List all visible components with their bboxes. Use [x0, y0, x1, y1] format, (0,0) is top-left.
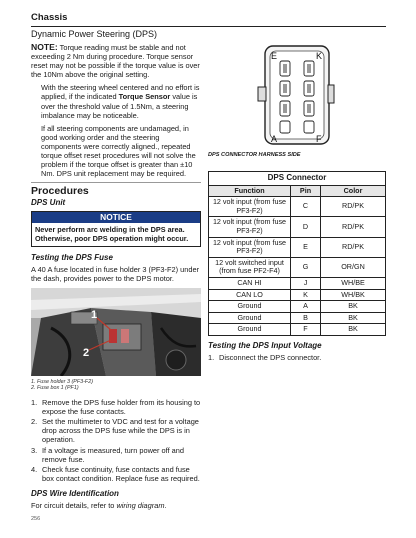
- cell-pin: F: [291, 324, 321, 336]
- table-row: [209, 277, 386, 289]
- step-text: Remove the DPS fuse holder from its housing to expose the fuse contacts.: [42, 398, 201, 417]
- offset-paragraph: If all steering components are undamaged, in good working order and the steering components were correctly aligned., repeated torque offset reset procedures will not solve the problem if the torque offset is greater than ±10 Nm. DPS unit replacement may be required.: [41, 123, 196, 179]
- cell-pin: E: [291, 237, 321, 257]
- photo-captions: [31, 379, 201, 393]
- note-text: Torque reading must be stable and not exceeding 2 Nm during procedure. Torque sensor reset may not be possible if the torque value is over the 10Nm above the original setting.: [31, 43, 200, 80]
- fuse-location-photo: [31, 288, 201, 376]
- table-row: [209, 237, 386, 257]
- cell-function: CAN LO: [209, 289, 291, 301]
- cell-color: WH/BE: [321, 277, 386, 289]
- step-number: 2.: [31, 417, 38, 427]
- table-row: [209, 301, 386, 313]
- wire-id-text: [31, 501, 201, 510]
- cell-function: 12 volt input (from fuse PF3-F2): [209, 197, 291, 217]
- table-title-row: [209, 172, 386, 186]
- cell-pin: B: [291, 312, 321, 324]
- connector-illustration: [208, 43, 386, 149]
- table-row: [209, 312, 386, 324]
- section-title: Chassis: [31, 12, 68, 23]
- page-header: [31, 12, 386, 40]
- cell-function: CAN HI: [209, 277, 291, 289]
- cell-pin: G: [291, 257, 321, 277]
- wire-id-post: .: [164, 500, 167, 510]
- cell-pin: A: [291, 301, 321, 313]
- cell-color: BK: [321, 324, 386, 336]
- notice-title: NOTICE: [32, 212, 200, 223]
- step-text: Check fuse continuity, fuse contacts and fuse box contact condition. Replace fuse as required.: [42, 464, 200, 483]
- note-paragraph: [31, 43, 201, 79]
- cell-function: 12 volt switched input (from fuse PF2-F4): [209, 257, 291, 277]
- table-row: [209, 324, 386, 336]
- list-item: [31, 446, 201, 464]
- subsection-title: Dynamic Power Steering (DPS): [31, 29, 158, 39]
- table-header-row: [209, 185, 386, 197]
- column-header-color: Color: [321, 185, 386, 197]
- fuse-photo-illustration: [31, 288, 201, 376]
- wiring-diagram-link[interactable]: wiring diagram: [116, 500, 165, 510]
- pin-label-k: K: [316, 51, 323, 61]
- callout-1: 1: [91, 308, 98, 321]
- right-column: [208, 43, 386, 363]
- cell-pin: K: [291, 289, 321, 301]
- notice-text: Never perform arc welding in the DPS area. Otherwise, poor DPS operation might occur.: [35, 225, 189, 244]
- torque-paragraph: [31, 83, 201, 119]
- table-row: [209, 289, 386, 301]
- notice-box: [31, 211, 201, 247]
- torque-text-pre: With the steering wheel centered and no effort is applied, if the indicated: [41, 83, 200, 102]
- list-item: [31, 417, 201, 444]
- cell-color: RD/PK: [321, 237, 386, 257]
- procedures-heading: Procedures: [31, 182, 201, 198]
- list-item: [31, 465, 201, 483]
- cell-color: RD/PK: [321, 197, 386, 217]
- wire-id-heading: DPS Wire Identification: [31, 488, 119, 498]
- step-text: Set the multimeter to VDC and test for a voltage drop across the DPS fuse while the DPS is in operation.: [42, 417, 199, 445]
- page-number: 256: [31, 516, 41, 522]
- cell-pin: J: [291, 277, 321, 289]
- cell-function: Ground: [209, 312, 291, 324]
- cell-pin: D: [291, 217, 321, 237]
- cell-color: WH/BK: [321, 289, 386, 301]
- pin-label-a: A: [271, 134, 278, 144]
- step-number: 3.: [31, 445, 38, 455]
- cell-pin: C: [291, 197, 321, 217]
- list-item: [31, 398, 201, 416]
- torque-sensor-term: Torque Sensor: [118, 92, 171, 102]
- step-number: 1.: [31, 398, 38, 408]
- column-header-pin: Pin: [291, 185, 321, 197]
- cell-color: BK: [321, 301, 386, 313]
- header-rule: [31, 26, 386, 27]
- column-header-function: Function: [209, 185, 291, 197]
- cell-function: Ground: [209, 301, 291, 313]
- cell-color: RD/PK: [321, 217, 386, 237]
- connector-caption: DPS CONNECTOR HARNESS SIDE: [208, 152, 301, 158]
- step-text: If a voltage is measured, turn power off and remove fuse.: [42, 445, 185, 464]
- fuse-test-steps: [31, 398, 201, 483]
- table-row: [209, 257, 386, 277]
- cell-color: OR/GN: [321, 257, 386, 277]
- step-number: 1.: [208, 352, 215, 362]
- cell-function: 12 volt input (from fuse PF3-F2): [209, 237, 291, 257]
- wire-id-pre: For circuit details, refer to: [31, 500, 117, 510]
- dps-connector-table: [208, 171, 386, 336]
- left-column: [31, 43, 201, 514]
- fuse-test-heading: Testing the DPS Fuse: [31, 253, 113, 263]
- cell-function: 12 volt input (from fuse PF3-F2): [209, 217, 291, 237]
- table-row: [209, 217, 386, 237]
- caption-2: 2. Fuse box 1 (PF1): [31, 385, 79, 392]
- table-title: DPS Connector: [209, 172, 386, 186]
- step-text: Disconnect the DPS connector.: [219, 352, 322, 362]
- fuse-intro: A 40 A fuse located in fuse holder 3 (PF3-F2) under the dash, provides power to the DPS motor.: [31, 265, 200, 284]
- step-number: 4.: [31, 464, 38, 474]
- dps-connector-drawing: [208, 43, 386, 149]
- dps-unit-heading: DPS Unit: [31, 198, 66, 208]
- input-voltage-heading: Testing the DPS Input Voltage: [208, 340, 322, 350]
- table-row: [209, 197, 386, 217]
- cell-function: Ground: [209, 324, 291, 336]
- pin-label-e: E: [271, 51, 278, 61]
- list-item: [208, 353, 386, 362]
- note-label: NOTE:: [31, 42, 58, 52]
- callout-2: 2: [83, 346, 90, 359]
- cell-color: BK: [321, 312, 386, 324]
- pin-label-f: F: [316, 134, 322, 144]
- torque-text-post: value is over the threshold value of 1.5Nm, a steering imbalance may be noticeable.: [41, 92, 198, 120]
- caption-1: 1. Fuse holder 3 (PF3-F2): [31, 378, 94, 385]
- input-voltage-steps: [208, 353, 386, 362]
